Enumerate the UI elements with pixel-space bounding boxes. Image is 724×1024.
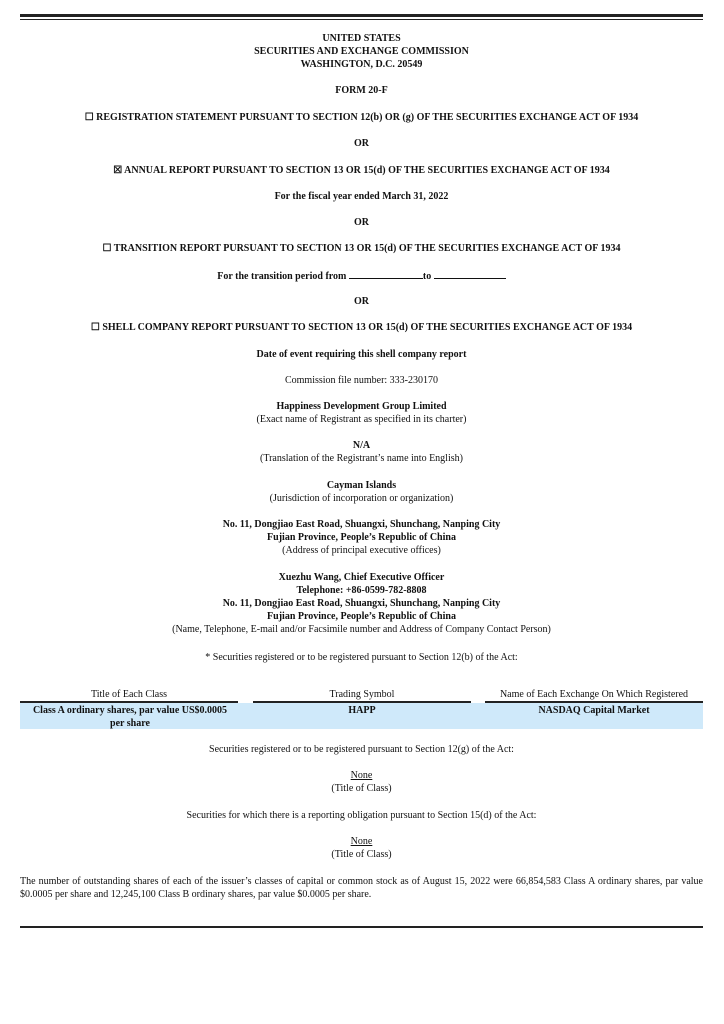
registrant-name-block: [20, 400, 703, 426]
registrant-name: Happiness Development Group Limited: [276, 401, 447, 412]
transition-to-label: to: [422, 271, 432, 282]
table-header: [20, 675, 703, 703]
transition-from-blank: [349, 269, 423, 279]
section-12g-block: [20, 769, 703, 795]
registrant-name-caption: (Exact name of Registrant as specified in its charter): [256, 414, 467, 425]
jurisdiction-value: Cayman Islands: [326, 480, 397, 491]
jurisdiction-caption: (Jurisdiction of incorporation or organization): [269, 493, 454, 504]
section-15d-caption: (Title of Class): [331, 849, 392, 860]
option-transition: [20, 242, 703, 255]
cell-exchange: NASDAQ Capital Market: [538, 705, 650, 716]
option-transition-text: TRANSITION REPORT PURSUANT TO SECTION 13 OR 15(d) OF THE SECURITIES EXCHANGE ACT OF 1934: [113, 243, 621, 254]
securities-table: [20, 675, 703, 729]
header-trading-symbol: Trading Symbol: [253, 688, 471, 703]
or-3: OR: [354, 296, 369, 307]
section-12g-label: Securities registered or to be registered pursuant to Section 12(g) of the Act:: [209, 744, 514, 755]
form-title: FORM 20-F: [335, 85, 388, 96]
contact-phone: Telephone: +86-0599-782-8808: [296, 585, 427, 596]
jurisdiction-block: [20, 479, 703, 505]
address-block: [20, 518, 703, 557]
address-line-2: Fujian Province, People’s Republic of China: [267, 532, 456, 543]
contact-address-line-1: No. 11, Dongjiao East Road, Shuangxi, Shunchang, Nanping City: [222, 598, 501, 609]
header-line-1: UNITED STATES: [322, 33, 401, 44]
option-shell-text: SHELL COMPANY REPORT PURSUANT TO SECTION 13 OR 15(d) OF THE SECURITIES EXCHANGE ACT OF 1934: [102, 322, 633, 333]
table-row: [20, 703, 703, 729]
contact-name: Xuezhu Wang, Chief Executive Officer: [278, 572, 445, 583]
section-12g-caption: (Title of Class): [331, 783, 392, 794]
address-caption: (Address of principal executive offices): [282, 545, 441, 556]
translation-caption: (Translation of the Registrant’s name into English): [260, 453, 463, 464]
section-15d-value: None: [350, 836, 373, 847]
bottom-rule: [20, 926, 703, 928]
cell-title-line-1: Class A ordinary shares, par value US$0.0005: [32, 705, 228, 716]
fiscal-year: For the fiscal year ended March 31, 2022: [274, 191, 449, 202]
option-registration: [20, 111, 703, 124]
header-title-of-class: Title of Each Class: [20, 688, 238, 703]
checkbox-transition[interactable]: ☐: [102, 243, 112, 254]
option-annual-text: ANNUAL REPORT PURSUANT TO SECTION 13 OR 15(d) OF THE SECURITIES EXCHANGE ACT OF 1934: [124, 165, 610, 176]
or-2: OR: [354, 217, 369, 228]
top-rule-thin: [20, 19, 703, 20]
outstanding-shares-paragraph: The number of outstanding shares of each of the issuer’s classes of capital or common stock as of August 15, 2022 were 66,854,583 Class A ordinary shares, par value $0.0005 per share and 12,245,100 Class B ordinary shares, par value $0.0005 per share.: [20, 876, 703, 900]
contact-address-line-2: Fujian Province, People’s Republic of China: [267, 611, 456, 622]
cell-trading-symbol: HAPP: [348, 705, 376, 716]
top-rule-thick: [20, 14, 703, 17]
translation-value: N/A: [352, 440, 371, 451]
commission-file-number: Commission file number: 333-230170: [284, 375, 439, 386]
checkbox-shell[interactable]: ☐: [90, 322, 100, 333]
shell-date: Date of event requiring this shell company report: [256, 349, 467, 360]
contact-caption: (Name, Telephone, E-mail and/or Facsimile number and Address of Company Contact Person): [172, 624, 551, 635]
header-line-3: WASHINGTON, D.C. 20549: [300, 59, 423, 70]
address-line-1: No. 11, Dongjiao East Road, Shuangxi, Shunchang, Nanping City: [222, 519, 501, 530]
transition-period: [20, 269, 703, 283]
option-annual: [20, 164, 703, 177]
cell-title-of-class: [20, 704, 240, 730]
contact-block: [20, 571, 703, 636]
checkbox-registration[interactable]: ☐: [84, 112, 94, 123]
option-registration-text: REGISTRATION STATEMENT PURSUANT TO SECTION 12(b) OR (g) OF THE SECURITIES EXCHANGE ACT OF 1934: [96, 112, 639, 123]
sec-header: [20, 32, 703, 71]
checkbox-annual[interactable]: ☒: [113, 165, 123, 176]
cell-title-line-2: per share: [110, 718, 150, 729]
section-15d-block: [20, 835, 703, 861]
section-12g-value: None: [350, 770, 373, 781]
translation-block: [20, 439, 703, 465]
transition-from-label: For the transition period from: [217, 271, 347, 282]
transition-to-blank: [434, 269, 506, 279]
section-15d-label: Securities for which there is a reporting obligation pursuant to Section 15(d) of the Act:: [186, 810, 537, 821]
header-line-2: SECURITIES AND EXCHANGE COMMISSION: [254, 46, 469, 57]
or-1: OR: [354, 138, 369, 149]
section-12b-label: * Securities registered or to be registered pursuant to Section 12(b) of the Act:: [205, 652, 518, 663]
option-shell: [20, 321, 703, 334]
header-exchange: Name of Each Exchange On Which Registered: [485, 688, 703, 703]
